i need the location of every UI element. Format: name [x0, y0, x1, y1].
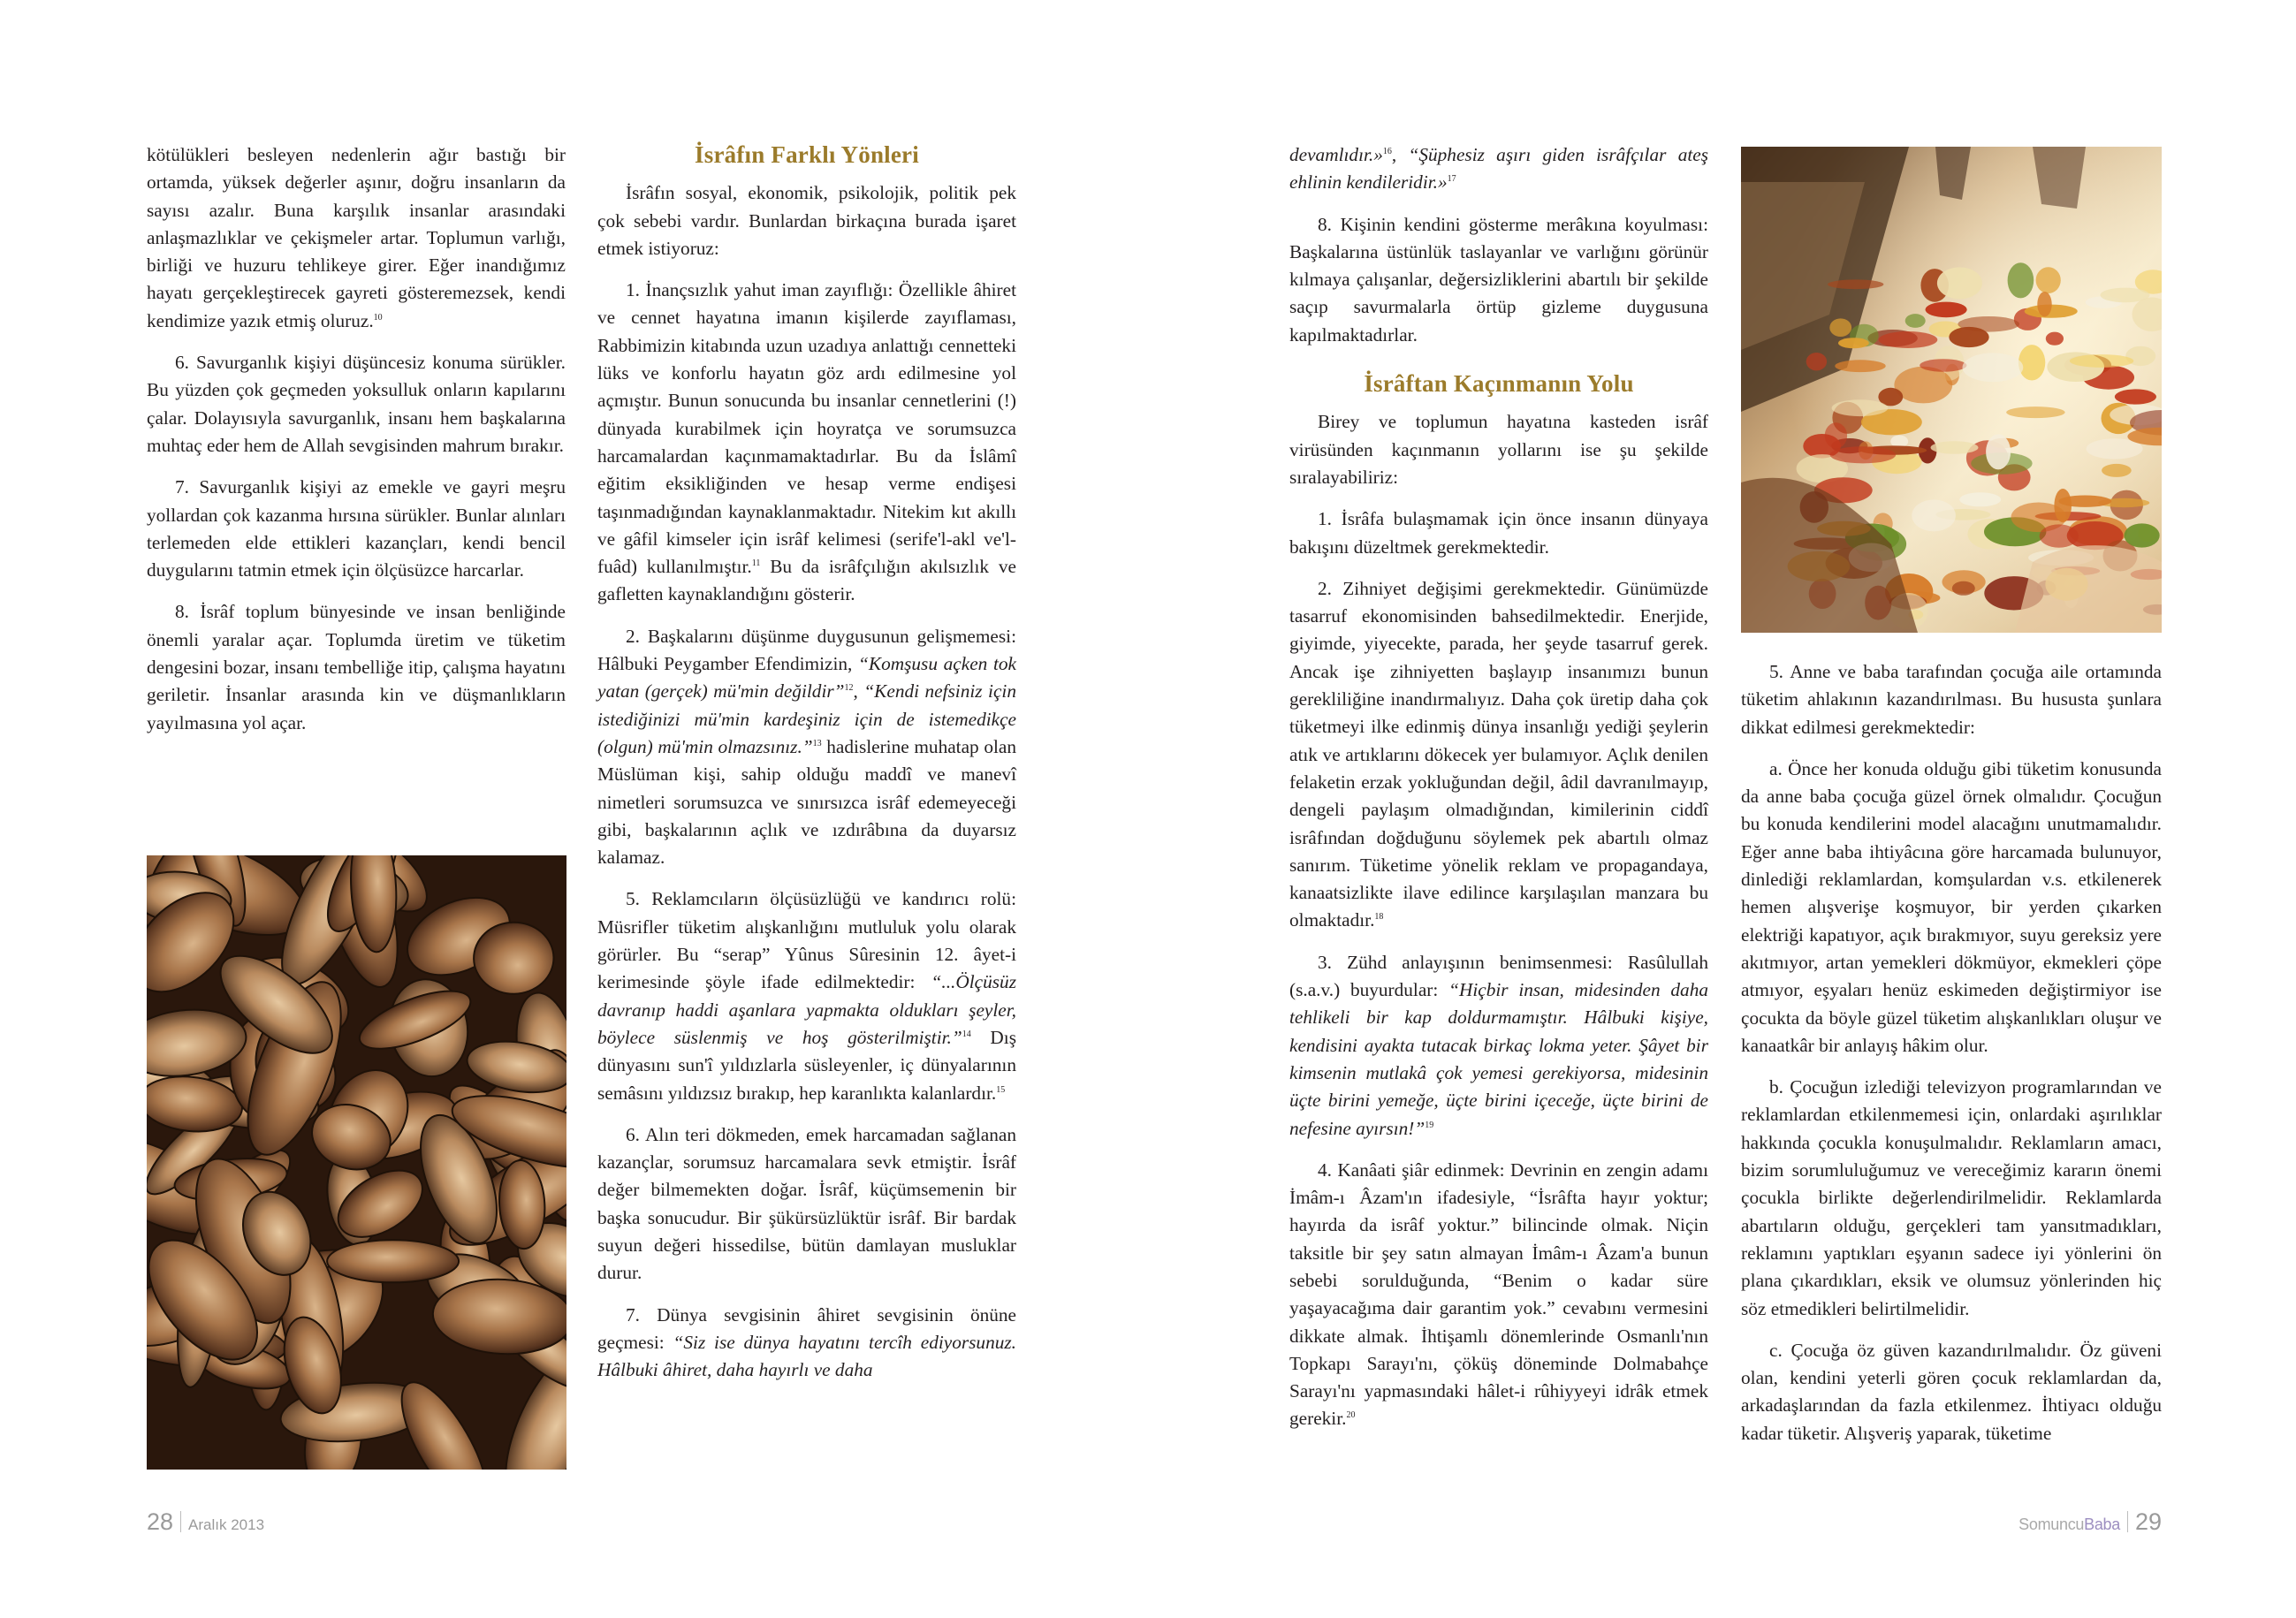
- paragraph: 1. İsrâfa bulaşmamak için önce insanın dünyaya bakışını düzeltmek gerekmektedir.: [1289, 508, 1708, 558]
- paragraph: c. Çocuğa öz güven kazandırılmalıdır. Öz güveni olan, kendini yeterli gören çocuk reklamlardan da, arkadaşlarından da fazla etkilenmez. İhtiyacı olduğu kadar tüketir. Alışveriş yaparak, tüketime: [1741, 1339, 2162, 1444]
- paragraph: 7. Dünya sevgisinin âhiret sevgisinin önüne geçmesi: “Siz ise dünya hayatını tercîh ediyorsunuz. Hâlbuki âhiret, daha hayırlı ve daha: [597, 1303, 1016, 1381]
- paragraph: Birey ve toplumun hayatına kasteden isrâf virüsünden kaçınmanın yollarını ise şu şekilde sıralayabiliriz:: [1289, 411, 1708, 488]
- footer-divider: [2127, 1511, 2128, 1532]
- paragraph: 5. Anne ve baba tarafından çocuğa aile ortamında tüketim ahlakının kazandırılması. Bu hususta şunlara dikkat edilmesi gerekmektedir:: [1741, 661, 2162, 738]
- right-column-2: [1741, 658, 2162, 1462]
- paragraph: İsrâfın sosyal, ekonomik, psikolojik, politik pek çok sebebi vardır. Bunlardan birkaçına burada işaret etmek istiyoruz:: [597, 182, 1016, 259]
- paragraph: 8. İsrâf toplum bünyesinde ve insan benliğinde önemli yaralar açar. Toplumda üretim ve tüketim dengesini bozar, insanı tembelliğe itip, çalışma hayatını geriletir. İnsanlar arasında kin ve düşmanlıkların yayılmasına yol açar.: [147, 601, 566, 733]
- paragraph: 3. Zühd anlayışının benimsenmesi: Rasûlullah (s.a.v.) buyurdular: “Hiçbir insan, midesinden daha tehlikeli bir kap doldurmamıştır. Hâlbuki kişiye, kendisini ayakta tutacak birkaç lokma yeter. Şâyet bir kimsenin mutlakâ çok yemesi gerekiyorsa, midesinin üçte birini yemeğe, üçte birini içeceğe, üçte birini de nefesine ayırsın!”$^{19}$: [1289, 951, 1708, 1139]
- paragraph: 6. Savurganlık kişiyi düşüncesiz konuma sürükler. Bu yüzden çok geçmeden yoksulluk onların kapılarını çalar. Dolayısıyla savurganlık, insanı hem başkalarına muhtaç eder hem de Allah sevgisinden mahrum bırakır.: [147, 352, 566, 456]
- paragraph: a. Önce her konuda olduğu gibi tüketim konusunda da anne baba çocuğa güzel örnek olmalıdır. Çocuğun bu konuda kendilerini model alacağını unutmamalıdır. Eğer anne baba ihtiyâcına göre harcamada bulunuyor, dinlediği reklamlardan, komşulardan v.s. etkilenerek hemen alışverişe koşmuyor, bir yerden çıkarken elektriği kapatıyor, açık bırakmıyor, suyu gereksiz yere akıtmıyor, artan yemekleri dökmüyor, ekmekleri çöpe atmıyor, eşyaları henüz eskimeden değiştirmiyor ise çocukta da böyle güzel tüketim alışkanlıkları oluşur ve kanaatkâr bir anlayış hâkim olur.: [1741, 757, 2162, 1056]
- paragraph: 5. Reklamcıların ölçüsüzlüğü ve kandırıcı rolü: Müsrifler tüketim alışkanlığını mutluluk yolu olarak görürler. Bu “serap” Yûnus Sûresinin 12. âyet-i kerimesinde şöyle ifade edilmektedir: “...Ölçüsüz davranıp haddi aşanlara yapmakta oldukları şeyler, böylece süslenmiş ve hoş gösterilmiştir.”$^{14}$ Dış dünyasını sun'î yıldızlarla süsleyenler, iç dünyalarının semâsını yıldızsız bırakıp, hep karanlıkta kalanlardır.$^{15}$: [597, 888, 1016, 1104]
- buffet-food-photo: [1741, 147, 2162, 633]
- bread-loaves-photo: [147, 855, 566, 1470]
- paragraph: 2. Zihniyet değişimi gerekmektedir. Günümüzde tasarruf ekonomisinden bahsedilmektedir. Enerjide, giyimde, yiyecekte, parada, her şeyde tasarruf gerek. Ancak işe zihniyetten başlayıp insanımızı bunun gerekliliğine inandırmalıyız. Daha çok üretip daha çok tüketmeyi ilke edinmiş dünya insanlığı yediği şeylerin atık ve artıklarını dökecek yer bulamıyor. Açlık denilen felaketin erzak yokluğundan değil, âdil davranılmayıp, dengeli paylaşım olmadığından, kimilerinin ciddî isrâfından doğduğunu söylemek pek abartılı olmaz sanırım. Tüketime yönelik reklam ve propagandaya, kanaatsizlikte ilave edilince karşılaşılan manzara bu olmaktadır.$^{18}$: [1289, 577, 1708, 931]
- paragraph: 1. İnançsızlık yahut iman zayıflığı: Özellikle âhiret ve cennet hayatına imanın kişilerde zayıflaması, Rabbimizin kitabında uzun uzadıya anlattığı cennetteki lüks ve konforlu hayatın göz ardı edilmesine yol açmıştır. Bunun sonucunda bu insanlar cennetlerini (!) dünyada kurabilmek için hoyratça ve sorumsuzca harcamalardan kaçınmamaktadırlar. Bu da İslâmî eğitim eksikliğinden ve hesap verme endişesi taşınmadığından kaynaklanmaktadır. Nitekim kıt akıllı ve gâfil kimseler için isrâf kelimesi (serife'l-akl ve'l-fuâd) kullanılmıştır.$^{11}$ Bu da isrâfçılığın akılsızlık ve gafletten kaynaklandığını gösterir.: [597, 279, 1016, 605]
- paragraph: b. Çocuğun izlediği televizyon programlarından ve reklamlardan etkilenmemesi için, onlardaki aşırılıklar hakkında çocukla konuşulmalıdır. Reklamların amacı, bizim sorumluluğumuz ve vereceğimiz kararın önemi çocukla birlikte değerlendirilmelidir. Reklamlarda abartıların olduğu, gerçekleri tam yansıtmadıkları, reklamını yaptıkları eşyanın sadece iyi yönlerini ön plana çıkardıkları, eksik ve olumsuz yönlerinden hiç söz etmedikleri belirtilmelidir.: [1741, 1076, 2162, 1319]
- paragraph: kötülükleri besleyen nedenlerin ağır bastığı bir ortamda, yüksek değerler aşınır, doğru insanların da sayısı azalır. Buna karşılık insanlar arasındaki anlaşmazlıklar ve çekişmeler artar. Toplumun varlığı, birliği ve huzuru tehlikeye girer. Eğer inandığımız hayatı gerçekleştirecek gayreti gösteremezsek, kendi kendimize yazık etmiş oluruz.$^{10}$: [147, 144, 566, 331]
- right-footer: [2019, 1508, 2162, 1536]
- section-title: İsrâftan Kaçınmanın Yolu: [1364, 370, 1634, 398]
- paragraph: 2. Başkalarını düşünme duygusunun gelişmemesi: Hâlbuki Peygamber Efendimizin, “Komşusu açken tok yatan (gerçek) mü'min değildir”$^{12}$, “Kendi nefsiniz için istediğinizi mü'min kardeşiniz için de istemedikçe (olgun) mü'min olmazsınız.”$^{13}$ hadislerine muhatap olan Müslüman kişi, sahip olduğu maddî ve manevî nimetleri sorumsuzca ve sınırsızca isrâf edemeyeceği gibi, başkalarının açlık ve ızdırâbına da duyarsız kalamaz.: [597, 625, 1016, 869]
- paragraph: 4. Kanâati şiâr edinmek: Devrinin en zengin adamı İmâm-ı Âzam'ın ifadesiyle, “İsrâfta hayır yoktur; hayırda da isrâf yoktur.” bilincinde olmak. Niçin taksitle bir şey satın almayan İmâm-ı Âzam'a bunun sebebi sorulduğunda, “Benim o kadar süre yaşayacağıma dair garantim yok.” cevabını vermesini dikkate almak. İhtişamlı dönemlerinde Osmanlı'nın Topkapı Sarayı'nı, çöküş döneminde Dolmabahçe Sarayı'nı yapmasındaki hâlet-i rûhiyyeyi idrâk etmek gerekir.$^{20}$: [1289, 1158, 1708, 1430]
- left-column-1: [147, 141, 566, 751]
- right-column-1: [1289, 141, 1708, 1447]
- section-title: İsrâfın Farklı Yönleri: [695, 141, 919, 168]
- paragraph: 8. Kişinin kendini gösterme merâkına koyulması: Başkalarına üstünlük taslayanlar ve varlığını görünür kılmaya çalışanlar, değersizliklerini abartılı bir şekilde saçıp savurmalarla örtüp gizleme duygusuna kapılmaktadırlar.: [1289, 213, 1708, 346]
- footer-divider: [180, 1511, 181, 1532]
- paragraph: 6. Alın teri dökmeden, emek harcamadan sağlanan kazançlar, sorumsuz harcamalara sevk etmiştir. İsrâf değer bilmemekten doğar. İsrâf, küçümsemenin bir başka sonucudur. Bir şükürsüzlüktür isrâf. Bir bardak suyun değeri hissedilse, bütün damlayan musluklar durur.: [597, 1123, 1016, 1284]
- magazine-logo: SomuncuBaba: [2019, 1515, 2120, 1533]
- left-footer: [147, 1508, 264, 1536]
- page-number: 28: [147, 1508, 174, 1535]
- paragraph: 7. Savurganlık kişiyi az emekle ve gayri meşru yollardan çok kazanma hırsına sürükler. Bunlar alınları terlemeden elde ettikleri kazançları, kendi bencil duygularını tatmin etmek için ölçüsüzce harcarlar.: [147, 476, 566, 581]
- issue-date: Aralık 2013: [188, 1516, 265, 1533]
- left-column-2: [597, 141, 1016, 1398]
- paragraph: devamlıdır.»$^{16}$, “Şüphesiz aşırı giden isrâfçılar ateş ehlinin kendileridir.»$^{17}$: [1289, 144, 1709, 194]
- page-number: 29: [2134, 1508, 2162, 1535]
